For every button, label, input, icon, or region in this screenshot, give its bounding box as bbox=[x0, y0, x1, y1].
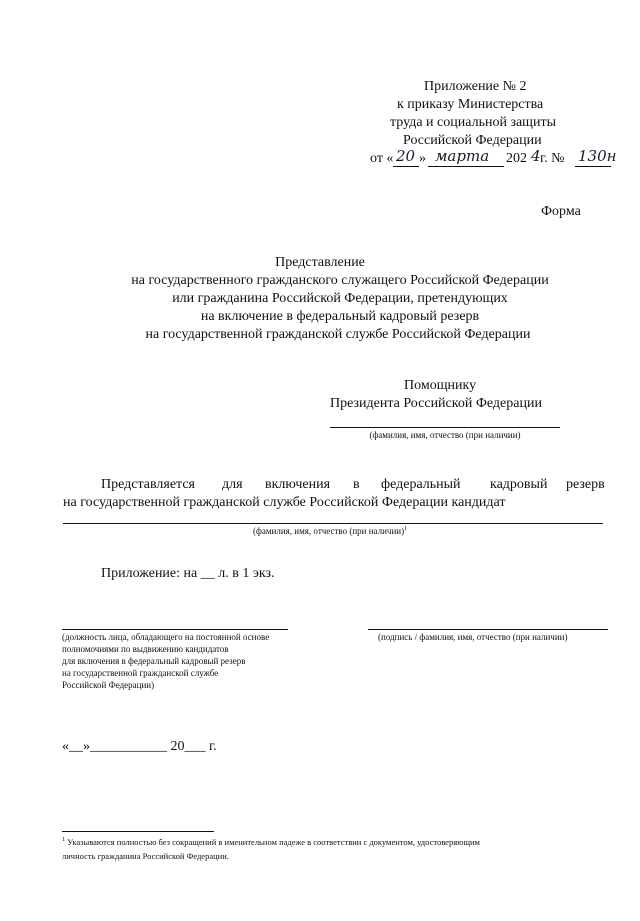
body-word: включения bbox=[265, 477, 331, 492]
candidate-name-caption: (фамилия, имя, отчество (при наличии)$^1$ bbox=[253, 526, 408, 536]
ministry-name: труда и социальной защиты bbox=[390, 115, 556, 130]
body-word: в bbox=[353, 477, 360, 492]
addressee-title: Помощнику bbox=[404, 378, 477, 393]
body-line2: на государственной гражданской службе Российской Федерации кандидат bbox=[63, 495, 506, 510]
order-number-underline bbox=[575, 166, 611, 167]
addressee-name-line bbox=[330, 427, 560, 428]
position-caption-l4: на государственной гражданской службе bbox=[62, 668, 219, 678]
position-caption-l3: для включения в федеральный кадровый резерв bbox=[62, 656, 246, 666]
signature-line bbox=[368, 629, 608, 630]
date-year-handwritten: 4 bbox=[531, 147, 541, 165]
appendix-number: Приложение № 2 bbox=[424, 79, 527, 94]
position-line bbox=[62, 629, 288, 630]
addressee-org: Президента Российской Федерации bbox=[330, 396, 542, 411]
body-word: федеральный bbox=[381, 477, 461, 492]
date-year-prefix: 202 bbox=[506, 151, 527, 166]
date-day-handwritten: 20 bbox=[396, 147, 416, 165]
signature-caption: (подпись / фамилия, имя, отчество (при наличии) bbox=[378, 632, 568, 642]
doc-title: Представление bbox=[275, 255, 365, 270]
order-ref: к приказу Министерства bbox=[397, 97, 544, 112]
position-caption-l1: (должность лица, обладающего на постоянной основе bbox=[62, 632, 270, 642]
position-caption-l2: полномочиями по выдвижению кандидатов bbox=[62, 644, 229, 654]
candidate-name-line bbox=[63, 523, 603, 524]
date-after-year: г. № bbox=[540, 151, 565, 166]
date-prefix: от « bbox=[370, 151, 394, 166]
date-month-handwritten: марта bbox=[435, 147, 490, 165]
body-word: для bbox=[222, 477, 243, 492]
footnote-line2: личность гражданина Российской Федерации. bbox=[62, 851, 229, 861]
date-month-underline bbox=[428, 166, 504, 167]
body-word: резерв bbox=[566, 477, 605, 492]
addressee-name-caption: (фамилия, имя, отчество (при наличии) bbox=[369, 430, 521, 440]
date-day-underline bbox=[393, 166, 419, 167]
footnote-separator bbox=[62, 831, 214, 832]
doc-subtitle-line3: на включение в федеральный кадровый резерв bbox=[200, 309, 480, 324]
order-number-handwritten: 130н bbox=[578, 147, 617, 165]
doc-subtitle-line4: на государственной гражданской службе Российской Федерации bbox=[145, 327, 531, 342]
signing-date-line: «__»___________ 20___ г. bbox=[62, 739, 217, 754]
attachment-line: Приложение: на __ л. в 1 экз. bbox=[101, 566, 275, 581]
date-mid: » bbox=[419, 151, 426, 166]
country-name: Российской Федерации bbox=[403, 133, 542, 148]
body-word: Представляется bbox=[101, 477, 195, 492]
doc-subtitle-line1: на государственного гражданского служащего Российской Федерации bbox=[131, 273, 549, 288]
footnote-line1: $^1$ Указываются полностью без сокращений в именительном падеже в соответствии с документом, удостоверяющим bbox=[62, 837, 480, 847]
form-label: Форма bbox=[541, 204, 581, 219]
body-word: кадровый bbox=[490, 477, 548, 492]
position-caption-l5: Российской Федерации) bbox=[62, 680, 155, 690]
doc-subtitle-line2: или гражданина Российской Федерации, претендующих bbox=[172, 291, 508, 306]
